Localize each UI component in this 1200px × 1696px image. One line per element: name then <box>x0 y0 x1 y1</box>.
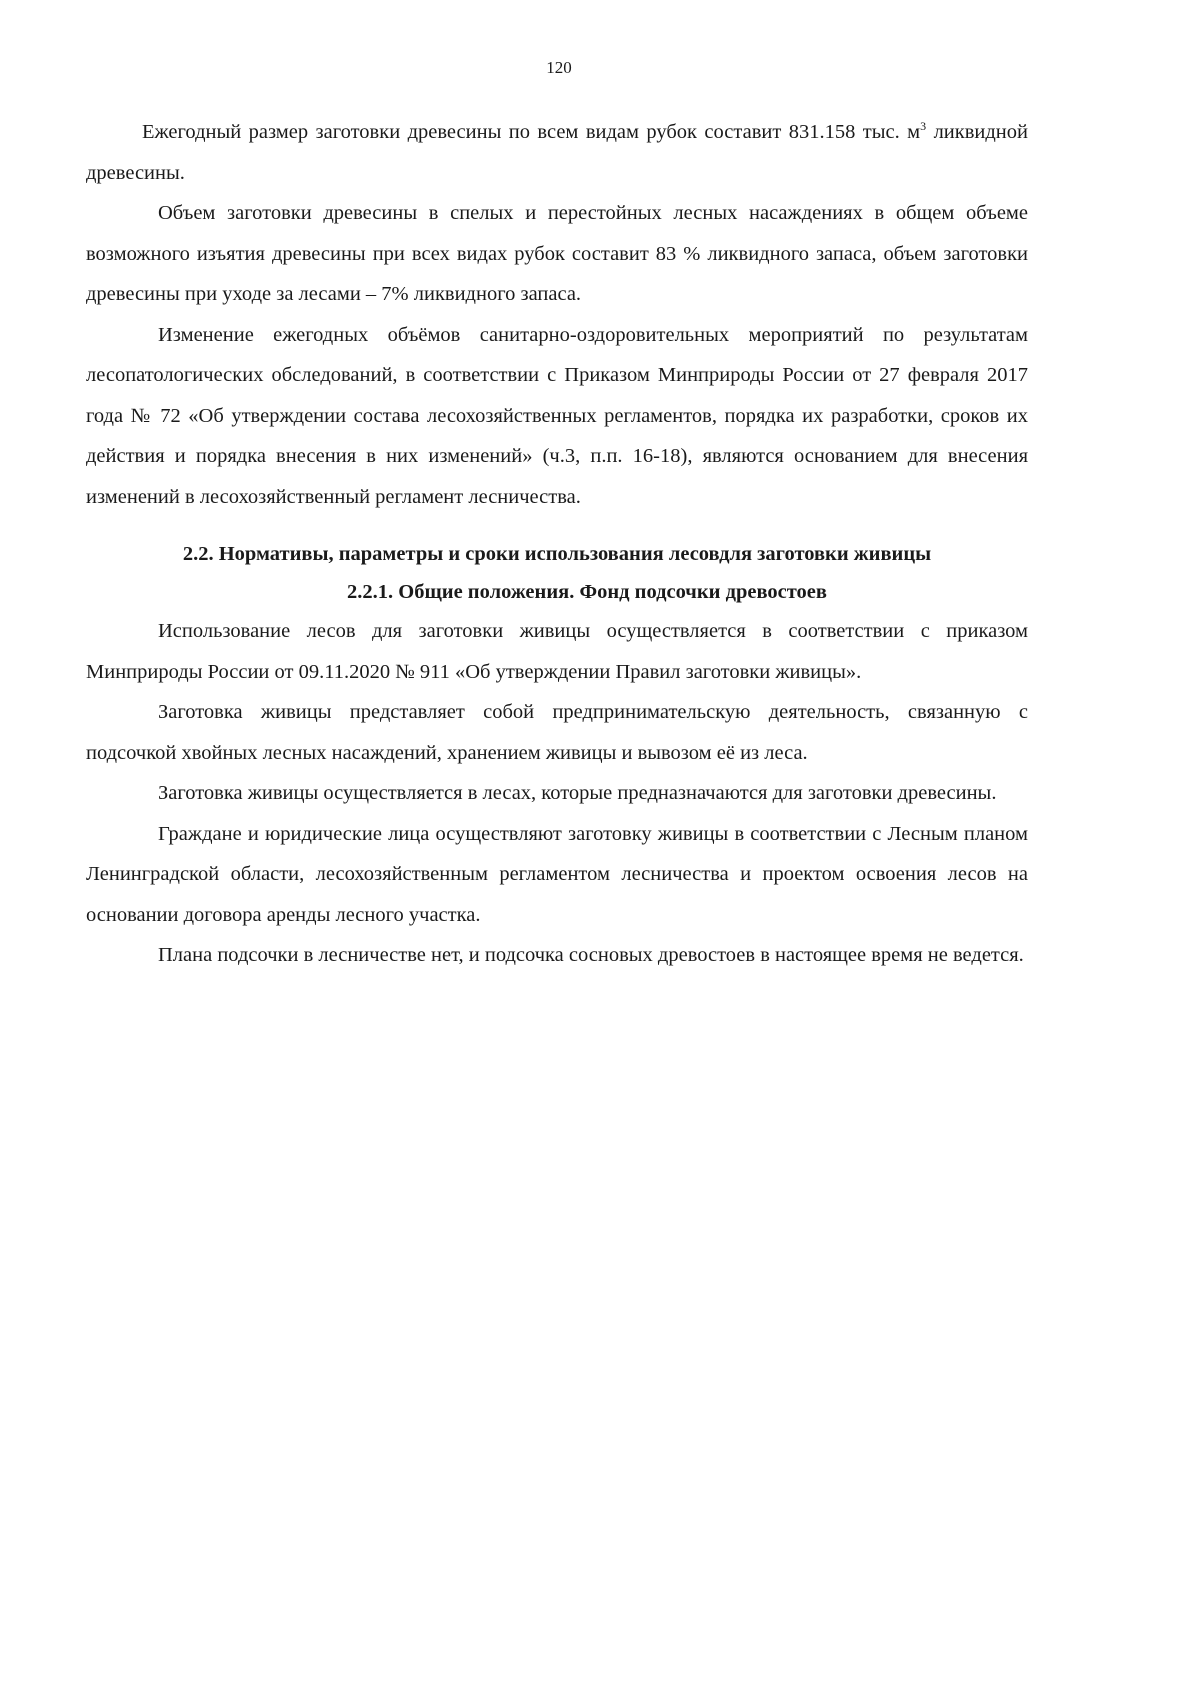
paragraph-text: ликвидной древесины. <box>86 121 1028 184</box>
document-body <box>86 112 1028 976</box>
paragraph-resin-activity: Заготовка живицы представляет собой предпринимательскую деятельность, связанную с подсочкой хвойных лесных насаждений, хранением живицы и вывозом её из леса. <box>86 701 1028 764</box>
superscript: 3 <box>920 119 927 134</box>
paragraph-resin-forests: Заготовка живицы осуществляется в лесах, которые предназначаются для заготовки древесины. <box>158 782 997 804</box>
paragraph-annual-harvest <box>86 112 1028 193</box>
page-number: 120 <box>546 58 572 77</box>
paragraph-sanitary-measures: Изменение ежегодных объёмов санитарно-оздоровительных мероприятий по результатам лесопатологических обследований, в соответствии с Приказом Минприроды России от 27 февраля 2017 года № 72 «Об утверждении состава лесохозяйственных регламентов, порядка их разработки, сроков их действия и порядка внесения в них изменений» (ч.3, п.п. 16-18), являются основанием для внесения изменений в лесохозяйственный регламент лесничества. <box>86 323 1028 508</box>
paragraph-tapping-plan: Плана подсочки в лесничестве нет, и подсочка сосновых древостоев в настоящее время не ведется. <box>158 944 1024 966</box>
subsection-heading: 2.2.1. Общие положения. Фонд подсочки древостоев <box>347 581 827 603</box>
paragraph-resin-use: Использование лесов для заготовки живицы осуществляется в соответствии с приказом Минприроды России от 09.11.2020 № 911 «Об утверждении Правил заготовки живицы». <box>86 620 1028 683</box>
paragraph-resin-citizens: Граждане и юридические лица осуществляют заготовку живицы в соответствии с Лесным планом Ленинградской области, лесохозяйственным регламентом лесничества и проектом освоения лесов на основании договора аренды лесного участка. <box>86 822 1028 926</box>
paragraph-text: Ежегодный размер заготовки древесины по всем видам рубок составит 831.158 тыс. м <box>142 121 921 143</box>
paragraph-harvest-volume: Объем заготовки древесины в спелых и перестойных лесных насаждениях в общем объеме возможного изъятия древесины при всех видах рубок составит 83 % ликвидного запаса, объем заготовки древесины при уходе за лесами – 7% ликвидного запаса. <box>86 202 1028 305</box>
section-heading: 2.2. Нормативы, параметры и сроки использования лесовдля заготовки живицы <box>182 543 932 565</box>
